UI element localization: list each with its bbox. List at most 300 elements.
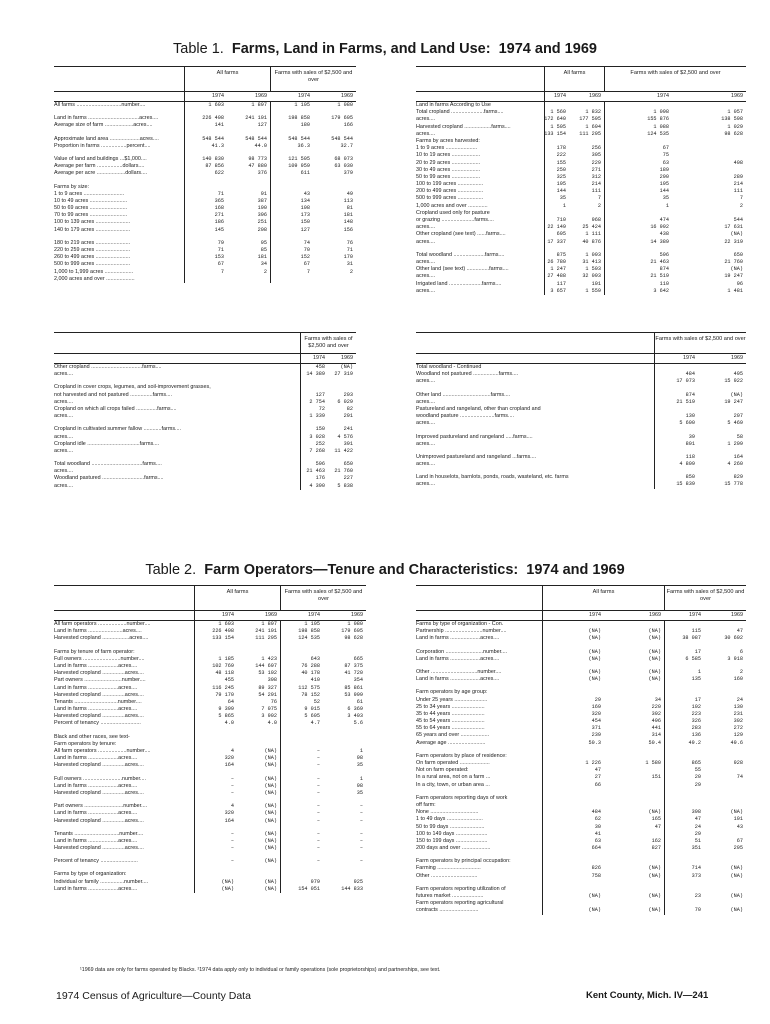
b6-cell: 62 [594, 816, 601, 823]
b3-row [54, 392, 356, 399]
b4-row [416, 406, 746, 413]
b2-row [416, 288, 746, 295]
b6-row-label: Other ...............................number.... [416, 668, 502, 675]
b3-row [54, 426, 356, 433]
b5-cell: (NA) [264, 810, 277, 817]
b6-cell [704, 621, 746, 628]
b5-cell: 979 [310, 878, 320, 885]
b6-cell: 66 [594, 781, 601, 788]
b6-row [416, 886, 746, 893]
b6-cell: 165 [651, 816, 661, 823]
b4-cell: 484 [685, 371, 695, 378]
b5-row [54, 879, 366, 886]
b5-cell: (NA) [264, 775, 277, 782]
b6-cell: (NA) [648, 893, 661, 899]
b6-cell [704, 795, 746, 802]
b2-cell: 144 [556, 188, 566, 195]
b2-row-label: 200 to 499 acres ................. [416, 188, 484, 195]
b2-cell: 22 319 [724, 238, 743, 245]
b1-cell: 31 [346, 261, 353, 268]
b6-row [416, 621, 746, 628]
b5-row [54, 734, 366, 741]
b6-row-label: In a rural area, not on a farm ... [416, 774, 491, 781]
b5-row [54, 838, 366, 845]
b5-body [54, 621, 366, 893]
b1-cell: 68 073 [334, 155, 353, 162]
b3-row-label: acres.... [54, 447, 74, 454]
b6-row [416, 865, 746, 872]
b6-cell: 714 [691, 865, 701, 872]
b6-cell: 160 [733, 676, 743, 683]
b2-cell: 27 488 [547, 273, 566, 280]
b1-cell: 548 544 [331, 135, 353, 142]
b6-cell: 827 [651, 845, 661, 852]
b5-cell: (NA) [264, 837, 277, 844]
b2-row [416, 203, 746, 210]
b1-row [54, 170, 356, 177]
b2-rule [544, 102, 545, 295]
b6-cell: 302 [733, 718, 743, 725]
b2-row-label: acres.... [416, 130, 436, 137]
b1-row [54, 269, 356, 276]
b6-cell [542, 858, 604, 865]
b6-cell: 223 [691, 710, 701, 717]
b2-cell: 214 [733, 181, 743, 188]
b5-row [54, 741, 366, 748]
b3-year-1: 1969 [341, 355, 353, 361]
b5-cell [280, 871, 323, 878]
b1-cell: 7 [306, 268, 310, 275]
b6-cell: 664 [591, 845, 601, 852]
b6-cell: 326 [691, 718, 701, 725]
b5-cell: 9 399 [218, 706, 234, 713]
b2-cell: 35 [559, 195, 566, 202]
b1-cell: 71 [217, 190, 224, 197]
b4-cell: 164 [733, 453, 743, 460]
b5-row-label: Land in farms ....................acres.... [54, 662, 138, 669]
b6-cell: 6 585 [685, 655, 701, 662]
b5-cell: (NA) [221, 878, 234, 885]
county-page-label: Kent County, Mich. IV—241 [586, 990, 709, 1001]
b6-cell: 2 [739, 668, 743, 675]
b5-cell [237, 741, 280, 748]
b5-cell: – [359, 803, 363, 810]
table1-left-block [54, 66, 356, 283]
b6-cell [704, 689, 746, 696]
b1-cell: 208 [257, 226, 267, 233]
b2-body [416, 102, 746, 295]
b1-row-label: 220 to 259 acres ....................... [54, 247, 131, 253]
b5-row [54, 720, 366, 727]
b4-row-label: Unimproved pastureland and rangeland ...farms.... [416, 453, 537, 460]
b5-cell: – [316, 762, 320, 769]
b5-row-label: Land in farms ....................acres.... [54, 684, 138, 691]
b6-cell [704, 858, 746, 865]
b2-cell: 312 [591, 173, 601, 180]
b5-cell: 40 178 [301, 670, 320, 677]
b6-row [416, 858, 746, 865]
b2-cell: 214 [591, 181, 601, 188]
b2-cell: 172 640 [544, 116, 566, 123]
b1-cell: 251 [257, 219, 267, 226]
b6-cell: 496 [651, 718, 661, 725]
b2-row [416, 174, 746, 181]
b6-cell: 47 [736, 628, 743, 635]
b2-row [416, 167, 746, 174]
b6-cell: 30 [594, 823, 601, 830]
b3-cell: 3 028 [309, 433, 325, 440]
b2-row-label: 1,000 acres and over ............. [416, 202, 488, 209]
b6-row [416, 740, 746, 747]
b1-cell: 150 [300, 219, 310, 226]
b2-cell: 21 463 [650, 258, 669, 265]
table1-years: 1974 and 1969 [498, 41, 597, 57]
table2-left-block [54, 585, 366, 893]
b2-cell: 111 [591, 188, 601, 195]
b1-cell: 141 [214, 122, 224, 129]
b3-year-spacer [54, 354, 300, 363]
b5-cell: 53 999 [344, 691, 363, 698]
b6-row-label: Land in farms ....................acres.... [416, 676, 500, 683]
b2-row [416, 259, 746, 266]
b1-cell [184, 184, 227, 191]
b3-cell: 203 [343, 391, 353, 398]
b5-cell: 643 [310, 655, 320, 662]
b2-cell: 144 [659, 188, 669, 195]
b3-row [54, 371, 356, 378]
b1-cell [270, 184, 313, 191]
b1-cell: 156 [343, 226, 353, 233]
b5-row-label: Tenants .............................number.... [54, 698, 142, 705]
b6-cell: 50.3 [588, 739, 601, 746]
b5-row-label: Percent of tenancy ......................... [54, 858, 138, 865]
b5-cell [280, 741, 323, 748]
b5-cell: 4.0 [224, 720, 234, 727]
b5-cell: 1 185 [218, 655, 234, 662]
b6-cell [604, 858, 664, 865]
b4-cell: 118 [685, 453, 695, 460]
b2-row-label: 50 to 99 acres ................... [416, 173, 481, 180]
b5-row [54, 871, 366, 878]
b1-row [54, 184, 356, 191]
b2-row [416, 266, 746, 273]
b2-row [416, 181, 746, 188]
b2-row [416, 273, 746, 280]
b3-row [54, 475, 356, 482]
b6-row [416, 669, 746, 676]
b6-year-1: 1969 [649, 612, 661, 618]
b5-cell: – [359, 845, 363, 852]
b2-cell: (NA) [730, 266, 743, 273]
b5-cell: (NA) [264, 845, 277, 852]
b2-row-label: 100 to 199 acres ................. [416, 181, 484, 188]
b6-cell: (NA) [648, 872, 661, 879]
b1-body [54, 102, 356, 283]
b6-cell: 283 [691, 725, 701, 732]
b1-row-label: 50 to 69 acres ......................... [54, 205, 128, 212]
b3-cell: 458 [315, 364, 325, 370]
b2-cell [672, 167, 746, 174]
b2-row [416, 116, 746, 123]
b5-cell: 5 865 [218, 713, 234, 720]
b6-cell: 392 [651, 710, 661, 717]
b3-row [54, 441, 356, 448]
b2-cell [569, 210, 604, 217]
b2-cell: 1 088 [653, 123, 669, 130]
b4-cell: 874 [685, 391, 695, 398]
b4-row [416, 420, 746, 427]
b5-cell: 198 858 [298, 628, 320, 635]
b1-row-label: Value of land and buildings ...$1,000.... [54, 155, 147, 162]
b6-row-label: futures market ..................... [416, 893, 484, 899]
b5-row-label: Harvested cropland ...............acres.... [54, 713, 144, 720]
b2-cell: 271 [591, 166, 601, 173]
b6-cell: (NA) [588, 648, 601, 655]
b5-cell [237, 871, 280, 878]
b2-cell: 75 [662, 152, 669, 159]
b2-cell: 63 [662, 159, 669, 166]
b6-row [416, 900, 746, 907]
b5-cell: 179 605 [341, 628, 363, 635]
b6-cell [704, 802, 746, 809]
b5-cell: 144 833 [341, 885, 363, 892]
b1-cell: 76 [346, 239, 353, 246]
b1-year-2: 1974 [298, 93, 310, 99]
table1-right-block [416, 66, 746, 295]
b3-cell: 391 [343, 440, 353, 447]
b1-year-1: 1969 [255, 93, 267, 99]
b5-cell: (NA) [264, 762, 277, 769]
b4-cell: 39 [688, 433, 695, 440]
b1-row-label: Land in farms ..................................acres.... [54, 115, 159, 122]
b2-cell: 111 [733, 188, 743, 195]
b6-cell: 169 [591, 703, 601, 710]
b3-row [54, 448, 356, 455]
b6-cell: (NA) [648, 865, 661, 872]
b4-row-label: acres.... [416, 420, 436, 427]
b1-cell [313, 184, 356, 191]
b1-cell: 7 [220, 268, 224, 275]
b2-cell: 98 628 [724, 130, 743, 137]
b6-cell: 51 [694, 837, 701, 844]
b6-cell: (NA) [588, 635, 601, 642]
b5-cell: (NA) [264, 858, 277, 865]
b5-row-label: Land in farms ....................acres.... [54, 810, 138, 817]
b1-header-sales-2500: Farms with sales of $2,500 and over [270, 67, 356, 91]
b1-year-0: 1974 [184, 92, 227, 101]
b1-cell: 387 [257, 197, 267, 204]
b1-cell: 1 897 [251, 102, 267, 108]
b2-row-label: acres.... [416, 224, 436, 231]
b6-cell [604, 802, 664, 809]
b6-row [416, 845, 746, 852]
b3-row-label: acres.... [54, 413, 74, 420]
b4-row-label: acres.... [416, 378, 436, 385]
b6-row-label: Other ............................... [416, 872, 478, 879]
b5-cell: 1 897 [261, 621, 277, 627]
b6-row [416, 816, 746, 823]
b5-cell: 241 101 [255, 628, 277, 635]
b6-row [416, 824, 746, 831]
b6-cell [664, 753, 704, 760]
b6-cell: 454 [591, 718, 601, 725]
b2-cell [569, 138, 604, 145]
b3-row [54, 434, 356, 441]
b2-cell: 1 559 [585, 287, 601, 294]
b5-cell [194, 734, 237, 741]
b2-cell [569, 102, 604, 109]
b1-cell [227, 184, 270, 191]
b1-cell: 186 [214, 219, 224, 226]
b5-cell: – [316, 803, 320, 810]
b5-cell: 398 [267, 677, 277, 684]
b5-cell: 98 [356, 755, 363, 762]
b6-row-label: 65 years and over ................... [416, 732, 490, 739]
b5-cell: – [316, 810, 320, 817]
b6-cell [542, 753, 604, 760]
b5-cell [194, 741, 237, 748]
b2-cell: 1 247 [550, 266, 566, 273]
b6-year-row [416, 611, 746, 621]
b5-cell: 1 [359, 775, 363, 782]
b1-row-label: 2,000 acres and over ................... [54, 275, 135, 282]
b2-cell: 101 [591, 280, 601, 287]
b2-row-label: 30 to 49 acres ................... [416, 166, 481, 173]
b2-cell: 222 [556, 152, 566, 159]
b2-cell: 189 [659, 166, 669, 173]
b6-row [416, 753, 746, 760]
b2-year-2: 1974 [657, 93, 669, 99]
b2-cell: 7 [597, 195, 601, 202]
b1-cell [227, 276, 270, 283]
b6-cell: (NA) [648, 809, 661, 816]
b1-row [54, 122, 356, 129]
b1-row-label: Farms by size: [54, 183, 90, 190]
b5-cell: 1 080 [347, 621, 363, 627]
b1-cell [270, 276, 313, 283]
b5-row [54, 685, 366, 692]
b1-cell: 63 030 [334, 163, 353, 170]
b5-row-label: Individual or family ................number.... [54, 878, 149, 885]
b5-cell: 85 861 [344, 684, 363, 691]
b6-cell: 231 [733, 710, 743, 717]
b2-row-label: Total woodland .....................farms.... [416, 251, 505, 258]
b6-cell: 398 [691, 809, 701, 816]
b5-cell: 164 [224, 817, 234, 824]
b6-cell [664, 621, 704, 628]
b1-row [54, 254, 356, 261]
b5-cell: – [316, 755, 320, 762]
b5-row [54, 755, 366, 762]
b5-cell: – [316, 858, 320, 865]
b2-cell: 40 876 [582, 238, 601, 245]
b6-cell [664, 858, 704, 865]
b5-cell: (NA) [264, 878, 277, 885]
b6-cell: 320 [591, 710, 601, 717]
b6-row-label: Land in farms ....................acres.... [416, 655, 500, 662]
b5-header-sales-2500: Farms with sales of $2,500 and over [280, 586, 366, 610]
footnote: ¹1969 data are only for farms operated by Blacks. ²1974 data apply only to individual or family operations (sole proprietorships) and partnerships, see text. [80, 967, 441, 973]
b6-cell: (NA) [648, 628, 661, 635]
b5-cell: 98 628 [344, 635, 363, 642]
b2-row-label: acres.... [416, 287, 436, 294]
b2-cell: 111 295 [579, 130, 601, 137]
b5-row-label: Harvested cropland ...............acres.... [54, 845, 144, 852]
b5-cell: 144 697 [255, 662, 277, 669]
b5-cell: 112 575 [298, 684, 320, 691]
b3-row [54, 413, 356, 420]
b5-cell: 5.6 [353, 720, 363, 727]
b5-cell [194, 871, 237, 878]
b2-row-label: Farms by acres harvested: [416, 137, 480, 144]
b6-cell: 70 [694, 907, 701, 914]
b5-row-label: Part owners ..........................number.... [54, 803, 148, 810]
b6-cell: 17 [694, 648, 701, 655]
b4-cell: 801 [685, 440, 695, 447]
b6-rule [664, 621, 665, 915]
b6-cell [664, 886, 704, 893]
table2-label: Table 2. [145, 562, 197, 578]
b6-cell [704, 753, 746, 760]
b2-cell: 7 [739, 195, 743, 202]
b2-cell: 695 [556, 231, 566, 238]
b6-cell: (NA) [648, 655, 661, 662]
b5-cell: – [359, 830, 363, 837]
b5-cell [237, 734, 280, 741]
b6-row-label: In a city, town, or urban area ... [416, 781, 490, 788]
b2-cell: 874 [659, 266, 669, 273]
census-footer-title: 1974 Census of Agriculture—County Data [56, 990, 251, 1002]
b6-row-label: off farm: [416, 801, 436, 808]
b2-rule [604, 102, 605, 295]
b6-row [416, 774, 746, 781]
b6-cell [704, 831, 746, 838]
b2-cell: (NA) [730, 231, 743, 238]
b6-cell [542, 886, 604, 893]
b3-cell: 4 576 [337, 433, 353, 440]
b5-cell [194, 649, 237, 656]
b2-cell [672, 102, 746, 109]
b6-cell: 24 [736, 696, 743, 703]
b2-row-label: Total cropland ......................farms.... [416, 109, 504, 116]
b1-row-label: 10 to 49 acres ......................... [54, 197, 128, 204]
b3-row-label: Cropland in cover crops, legumes, and soil-improvement grasses, [54, 384, 211, 391]
b5-cell: 1 [359, 748, 363, 754]
b2-cell: 544 [733, 217, 743, 223]
b6-row [416, 649, 746, 656]
b1-column-header [54, 66, 356, 92]
b6-row-label: 25 to 34 years ...................... [416, 703, 485, 710]
b6-row-label: Partnership .........................number.... [416, 628, 507, 635]
b2-row [416, 102, 746, 109]
b6-cell: 49.2 [688, 739, 701, 746]
b5-cell: 9 015 [304, 706, 320, 713]
b1-cell: 49 [346, 190, 353, 197]
b5-cell: (NA) [264, 748, 277, 754]
b4-row-label: acres.... [416, 481, 436, 488]
b5-cell: 410 [310, 677, 320, 684]
b4-row-label: woodland pasture .......................farms.... [416, 413, 514, 420]
b6-cell: 826 [591, 865, 601, 872]
b2-cell: 250 [556, 166, 566, 173]
b1-row-label: Approximate land area ....................acres.... [54, 135, 159, 142]
b1-cell: 67 [217, 261, 224, 268]
b5-row [54, 699, 366, 706]
b1-cell: 34 [260, 261, 267, 268]
b6-row [416, 831, 746, 838]
b2-cell: 21 760 [724, 258, 743, 265]
b6-cell: (NA) [588, 655, 601, 662]
